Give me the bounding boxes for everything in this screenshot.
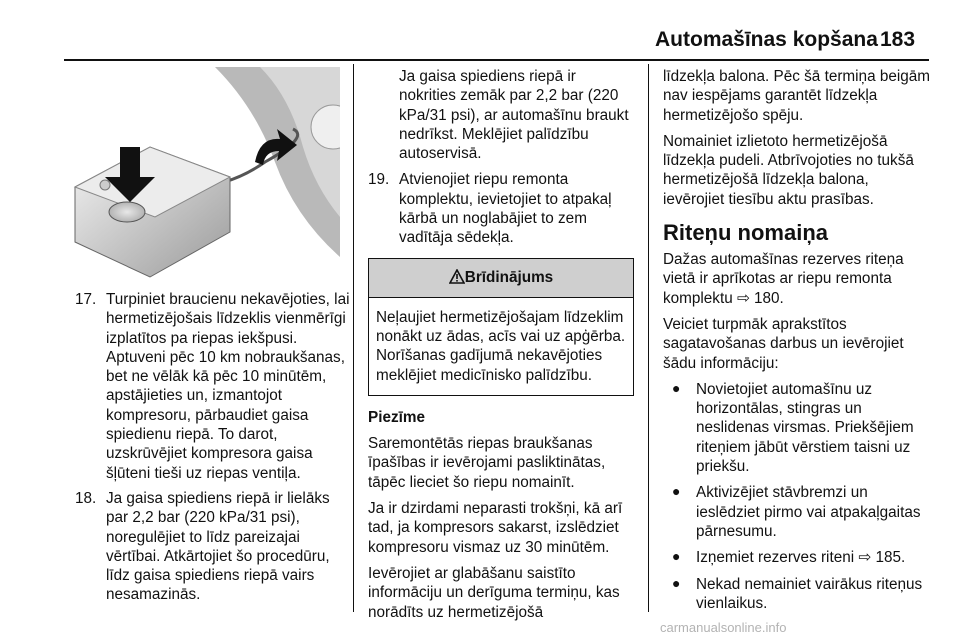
step-number: 18.	[75, 489, 97, 507]
step-18	[75, 489, 353, 605]
column-divider-2	[648, 64, 649, 612]
note-heading: Piezīme	[368, 408, 425, 426]
list-item	[663, 380, 933, 476]
column-divider-1	[353, 64, 354, 612]
page-header	[0, 28, 960, 58]
bullet-icon: ●	[672, 548, 681, 565]
note-paragraph-1: Saremontētās riepas braukšanas īpašības ir ievērojami pasliktinātas, tāpēc lieciet šo riepu nomainīt.	[368, 435, 606, 491]
column-2	[368, 67, 634, 629]
step-number: 17.	[75, 291, 97, 308]
bullet-icon: ●	[672, 483, 681, 500]
list-item	[663, 575, 933, 614]
paragraph-2: Nomainiet izlietoto hermetizējošā līdzekļa pudeli. Atbrīvojoties no tukšā hermetizējošā līdzekļa balona, ievērojiet tiesību aktu prasības.	[663, 132, 914, 208]
warning-triangle-icon	[449, 269, 465, 284]
page-title: Automašīnas kopšana	[655, 28, 878, 51]
compressor-knob	[100, 180, 110, 190]
list-item-text: Nekad nemainiet vairākus riteņus vienlaikus.	[696, 575, 923, 612]
list-item-text: Aktivizējiet stāvbremzi un ieslēdziet pirmo vai atpakaļgaitas pārnesumu.	[696, 484, 921, 540]
watermark: carmanualsonline.info	[660, 620, 787, 635]
note-paragraph-2: Ja ir dzirdami neparasti trokšņi, kā arī tad, ja kompresors sakarst, izslēdziet kompresoru vismaz uz 30 minūtēm.	[368, 500, 623, 556]
header-rule	[64, 59, 929, 61]
warning-box	[368, 258, 634, 396]
step-text: Atvienojiet riepu remonta komplektu, ievietojiet to atpakaļ kārbā un noglabājiet to zem vadītāja sēdekļa.	[399, 171, 612, 247]
section-heading: Riteņu nomaiņa	[663, 220, 829, 246]
column-1	[75, 290, 353, 611]
list-item	[663, 483, 933, 541]
bullet-icon: ●	[672, 574, 681, 591]
compressor-drawing	[65, 67, 340, 282]
column-3	[663, 67, 933, 620]
compressor-dial	[109, 202, 145, 222]
continuation-text: Ja gaisa spiediens riepā ir nokrities zemāk par 2,2 bar (220 kPa/31 psi), ar automašīnu braukt nedrīkst. Meklējiet palīdzību autoservisā.	[399, 68, 629, 163]
page-number: 183	[880, 28, 916, 51]
list-item	[663, 548, 933, 567]
warning-header	[369, 259, 633, 298]
step-17	[75, 290, 353, 483]
paragraph-1: līdzekļa balona. Pēc šā termiņa beigām nav iespējams garantēt līdzekļa hermetizējošo spēju.	[663, 68, 930, 124]
bullet-icon: ●	[672, 379, 681, 396]
compressor-illustration	[65, 67, 340, 282]
step-number: 19.	[368, 171, 390, 189]
warning-text: Neļaujiet hermetizējošajam līdzeklim nonākt uz ādas, acīs vai uz apģērba. Norīšanas gadījumā nekavējoties meklējiet medicīnisko palīdzību.	[376, 308, 626, 384]
list-item-text: Novietojiet automašīnu uz horizontālas, stingras un neslidenas virsmas. Priekšējiem riteņiem jābūt vērstiem taisni uz priekšu.	[696, 380, 914, 476]
step-19	[368, 170, 634, 247]
paragraph-4: Veiciet turpmāk aprakstītos sagatavošanas darbus un ievērojiet šādu informāciju:	[663, 315, 904, 372]
paragraph-3: Dažas automašīnas rezerves riteņa vietā ir aprīkotas ar riepu remonta komplektu ⇨ 180.	[663, 251, 904, 307]
step-text: Turpiniet braucienu nekavējoties, lai hermetizējošais līdzeklis vienmērīgi izplatītos pa riepas iekšpusi. Aptuveni pēc 10 km nobraukšanas, bet ne vēlāk kā pēc 10 minūtēm, apstājieties un, izmantojot kompresoru, pārbaudiet gaisa spiedienu riepā. To darot, uzskrūvējiet kompresora gaisa šļūteni tieši uz riepas ventiļa.	[106, 291, 350, 482]
step-text: Ja gaisa spiediens riepā ir lielāks par 2,2 bar (220 kPa/31 psi), noregulējiet to līdz pareizajai vērtībai. Atkārtojiet šo procedūru, līdz gaisa spiediens riepā vairs nesamazinās.	[106, 489, 330, 604]
note-paragraph-3: Ievērojiet ar glabāšanu saistīto informāciju un derīguma termiņu, kas norādīts uz hermetizējošā	[368, 564, 620, 621]
warning-title: Brīdinājums	[464, 268, 554, 286]
list-item-text: Izņemiet rezerves riteni ⇨ 185.	[696, 549, 906, 567]
